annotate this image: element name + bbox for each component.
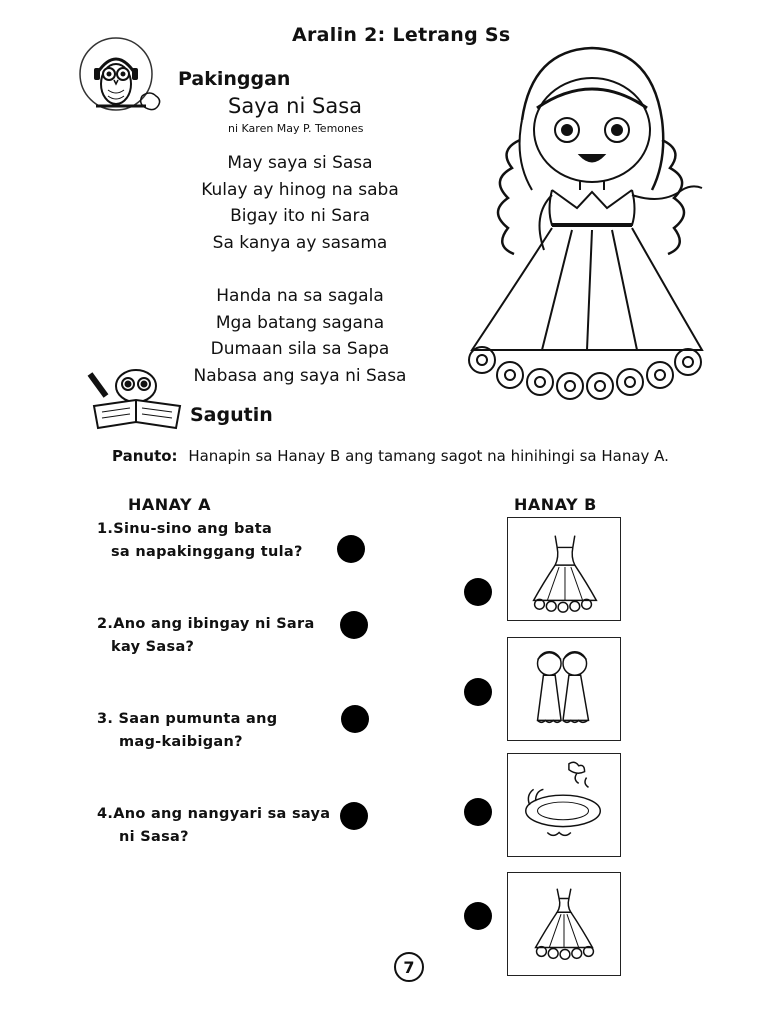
poem-stanza-1 [170, 150, 430, 256]
question-line: 3. Saan pumunta ang [97, 711, 278, 727]
question-2 [97, 613, 315, 659]
poem-author: ni Karen May P. Temones [228, 122, 364, 135]
question-line: 1.Sinu-sino ang bata [97, 521, 273, 537]
question-1 [97, 518, 303, 564]
poem-line: Sa kanya ay sasama [212, 232, 388, 253]
pakinggan-heading: Pakinggan [178, 68, 291, 90]
girl-illustration [452, 30, 722, 420]
two-girls-icon[interactable] [507, 637, 621, 741]
question-3 [97, 708, 277, 754]
question-line: ni Sasa? [119, 829, 189, 845]
poem-line: Dumaan sila sa Sapa [210, 339, 390, 359]
poem-stanza-2 [170, 283, 430, 389]
hanay-b-heading: HANAY B [514, 495, 597, 514]
question-line: 2.Ano ang ibingay ni Sara [97, 616, 315, 632]
hanay-b-dot-3[interactable] [464, 798, 492, 826]
poem-line: Mga batang sagana [215, 312, 385, 333]
hanay-a-heading: HANAY A [128, 495, 212, 514]
poem-line: Nabasa ang saya ni Sasa [193, 365, 407, 386]
question-line: 4.Ano ang nangyari sa saya [97, 806, 331, 822]
poem-line: May saya si Sasa [227, 153, 373, 173]
question-line: mag-kaibigan? [119, 734, 243, 750]
hanay-b-dot-2[interactable] [464, 678, 492, 706]
question-4 [97, 803, 330, 849]
question-line: sa napakinggang tula? [111, 544, 303, 560]
dress-icon[interactable] [507, 517, 621, 621]
hanay-a-dot-1[interactable] [337, 535, 365, 563]
owl-headphones-icon [76, 34, 168, 122]
hanay-b-dot-4[interactable] [464, 902, 492, 930]
question-line: kay Sasa? [111, 639, 195, 655]
gown-icon[interactable] [507, 872, 621, 976]
owl-book-icon [84, 356, 188, 438]
poem-line: Handa na sa sagala [216, 286, 384, 306]
poem-title: Saya ni Sasa [228, 94, 362, 118]
instruction-label: Panuto: [112, 447, 178, 465]
page-number: 7 [394, 952, 424, 982]
instruction [112, 447, 669, 465]
hanay-a-dot-2[interactable] [340, 611, 368, 639]
poem-line: Kulay ay hinog na saba [201, 179, 399, 200]
poem-line: Bigay ito ni Sara [230, 206, 370, 226]
hanay-b-dot-1[interactable] [464, 578, 492, 606]
sagutin-heading: Sagutin [190, 404, 273, 426]
instruction-text: Hanapin sa Hanay B ang tamang sagot na hinihingi sa Hanay A. [188, 447, 669, 465]
pond-icon[interactable] [507, 753, 621, 857]
hanay-a-dot-4[interactable] [340, 802, 368, 830]
lesson-title: Aralin 2: Letrang Ss [292, 24, 511, 46]
hanay-a-dot-3[interactable] [341, 705, 369, 733]
